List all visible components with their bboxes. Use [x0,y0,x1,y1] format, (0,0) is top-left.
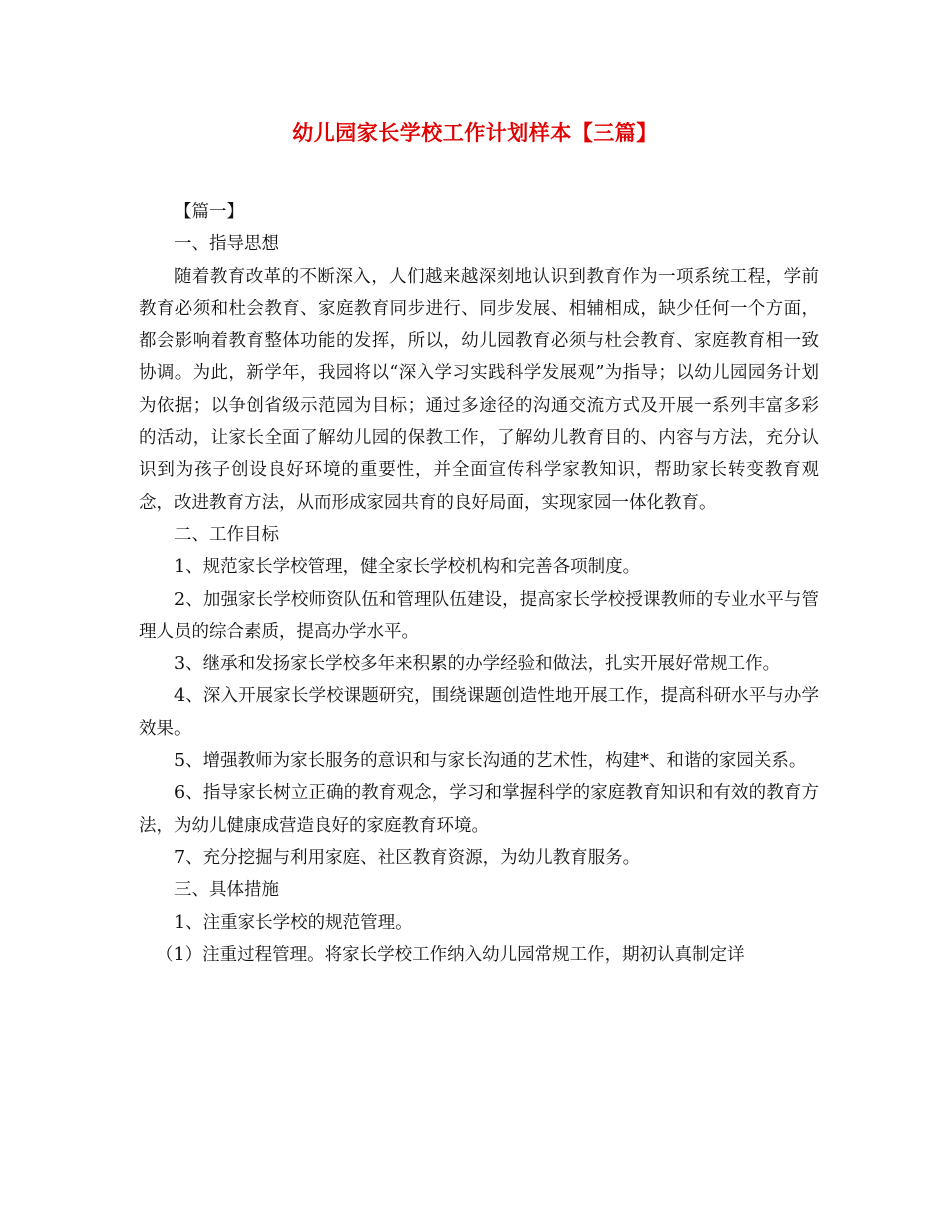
paragraph-guiding-ideology: 随着教育改革的不断深入，人们越来越深刻地认识到教育作为一项系统工程，学前教育必须和杜会教育、家庭教育同步进行、同步发展、相辅相成，缺少任何一个方面，都会影响着教育整体功能的发挥，所以，幼儿园教育必须与杜会教育、家庭教育相一致协调。为此，新学年，我园将以“深入学习实践科学发展观”为指导；以幼儿园园务计划为依据；以争创省级示范园为目标；通过多途径的沟通交流方式及开展一系列丰富多彩的活动，让家长全面了解幼儿园的保教工作，了解幼儿教育目的、内容与方法，充分认识到为孩子创设良好环境的重要性，并全面宣传科学家教知识，帮助家长转变教育观念，改进教育方法，从而形成家园共育的良好局面，实现家园一体化教育。 [139,266,819,513]
goal-item-3: 3、继承和发扬家长学校多年来积累的办学经验和做法，扎实开展好常规工作。 [174,654,781,675]
goal-item-5: 5、增强教师为家长服务的意识和与家长沟通的艺术性，构建*、和谐的家园关系。 [174,751,807,772]
goal-item-1: 1、规范家长学校管理，健全家长学校机构和完善各项制度。 [174,557,641,578]
section-heading-part-one: 【篇一】 [174,202,244,222]
measure-item-1: 1、注重家长学校的规范管理。 [174,912,413,933]
section-heading-specific-measures: 三、具体措施 [174,880,279,901]
measure-subitem-1: （1）注重过程管理。将家长学校工作纳入幼儿园常规工作，期初认真制定详 [156,944,745,965]
section-heading-work-goals: 二、工作目标 [174,524,279,545]
document-body [139,196,819,971]
document-title: 幼儿园家长学校工作计划样本【三篇】 [292,120,658,145]
goal-item-6: 6、指导家长树立正确的教育观念，学习和掌握科学的家庭教育知识和有效的教育方法，为幼儿健康成营造良好的家庭教育环境。 [139,783,819,836]
goal-item-2: 2、加强家长学校师资队伍和管理队伍建设，提高家长学校授课教师的专业水平与管理人员的综合素质，提高办学水平。 [139,589,819,642]
section-heading-guiding-ideology: 一、指导思想 [174,234,279,255]
goal-item-4: 4、深入开展家长学校课题研究，围绕课题创造性地开展工作，提高科研水平与办学效果。 [139,686,819,739]
goal-item-7: 7、充分挖掘与利用家庭、社区教育资源，为幼儿教育服务。 [174,847,641,868]
